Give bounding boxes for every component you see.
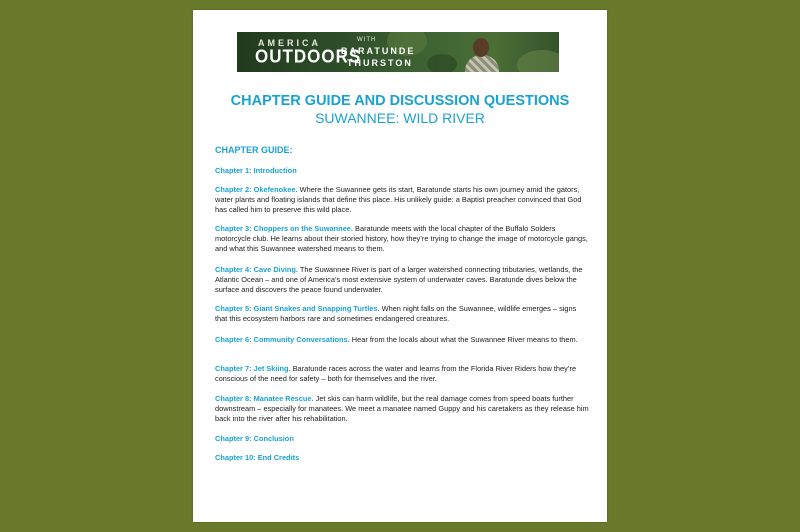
foliage-shape	[427, 54, 457, 72]
chapter-5	[215, 304, 589, 324]
portrait-head	[473, 38, 489, 57]
chapter-3	[215, 224, 589, 254]
host-first-name: BARATUNDE	[341, 46, 416, 56]
chapter-guide-heading: CHAPTER GUIDE:	[215, 145, 293, 155]
chapter-10	[215, 453, 589, 463]
chapter-title: Chapter 3: Choppers on the Suwannee.	[215, 224, 353, 233]
chapter-4	[215, 265, 589, 295]
chapter-title: Chapter 5: Giant Snakes and Snapping Turtles.	[215, 304, 380, 313]
foliage-shape	[517, 50, 559, 72]
chapter-title: Chapter 8: Manatee Rescue.	[215, 394, 314, 403]
host-portrait	[465, 38, 499, 72]
host-last-name: THURSTON	[347, 58, 413, 68]
chapter-1	[215, 166, 589, 176]
chapter-text: Hear from the locals about what the Suwannee River means to them.	[349, 335, 578, 344]
chapter-title: Chapter 4: Cave Diving.	[215, 265, 298, 274]
chapter-text: Jet skis can harm wildlife, but the real damage comes from speed boats further downstream – especially for manatees. We meet a manatee named Guppy and his caretakers as they release him back into the river after his rehabilitation.	[215, 394, 589, 423]
page-subtitle: SUWANNEE: WILD RIVER	[315, 110, 485, 126]
chapter-6	[215, 335, 589, 345]
brand-top-text: AMERICA	[258, 38, 321, 48]
page-title: CHAPTER GUIDE AND DISCUSSION QUESTIONS	[230, 93, 570, 109]
brand-main-text: OUTDOORS	[255, 46, 362, 67]
portrait-body	[465, 55, 499, 72]
show-banner	[237, 32, 559, 72]
chapter-text: Baratunde races across the water and learns from the Florida River Riders how they’re conscious of the need for safety – both for themselves and the river.	[215, 364, 577, 383]
chapter-title: Chapter 7: Jet Skiing.	[215, 364, 291, 373]
chapter-8	[215, 394, 589, 424]
chapter-text: Where the Suwannee gets its start, Baratunde starts his own journey amid the gators, water plants and floating islands that define this place. His unlikely guide: a Baptist preacher convinced that God has called him to preserve this wild place.	[215, 185, 582, 214]
chapter-9	[215, 434, 589, 444]
document-page	[193, 10, 607, 522]
chapter-text: Baratunde meets with the local chapter of the Buffalo Solders motorcycle club. He learns about their storied history, how they’re trying to change the image of motorcycle gangs, and what this Suwannee watershed means to them.	[215, 224, 588, 253]
chapter-text: The Suwannee River is part of a larger watershed connecting tributaries, wetlands, the Atlantic Ocean – and one of America’s most extensive system of underwater caves. Baratunde dives below the surface and discovers the peace found underwater.	[215, 265, 583, 294]
chapter-text: When night falls on the Suwannee, wildlife emerges – signs that this ecosystem harbors rare and sometimes endangered creatures.	[215, 304, 577, 323]
chapter-title: Chapter 9: Conclusion	[215, 434, 294, 443]
chapter-2	[215, 185, 589, 215]
chapter-title: Chapter 6: Community Conversations.	[215, 335, 350, 344]
chapter-title: Chapter 10: End Credits	[215, 453, 300, 462]
with-text: WITH	[357, 37, 377, 43]
chapter-title: Chapter 1: Introduction	[215, 166, 297, 175]
chapter-title: Chapter 2: Okefenokee.	[215, 185, 298, 194]
chapter-7	[215, 364, 589, 384]
